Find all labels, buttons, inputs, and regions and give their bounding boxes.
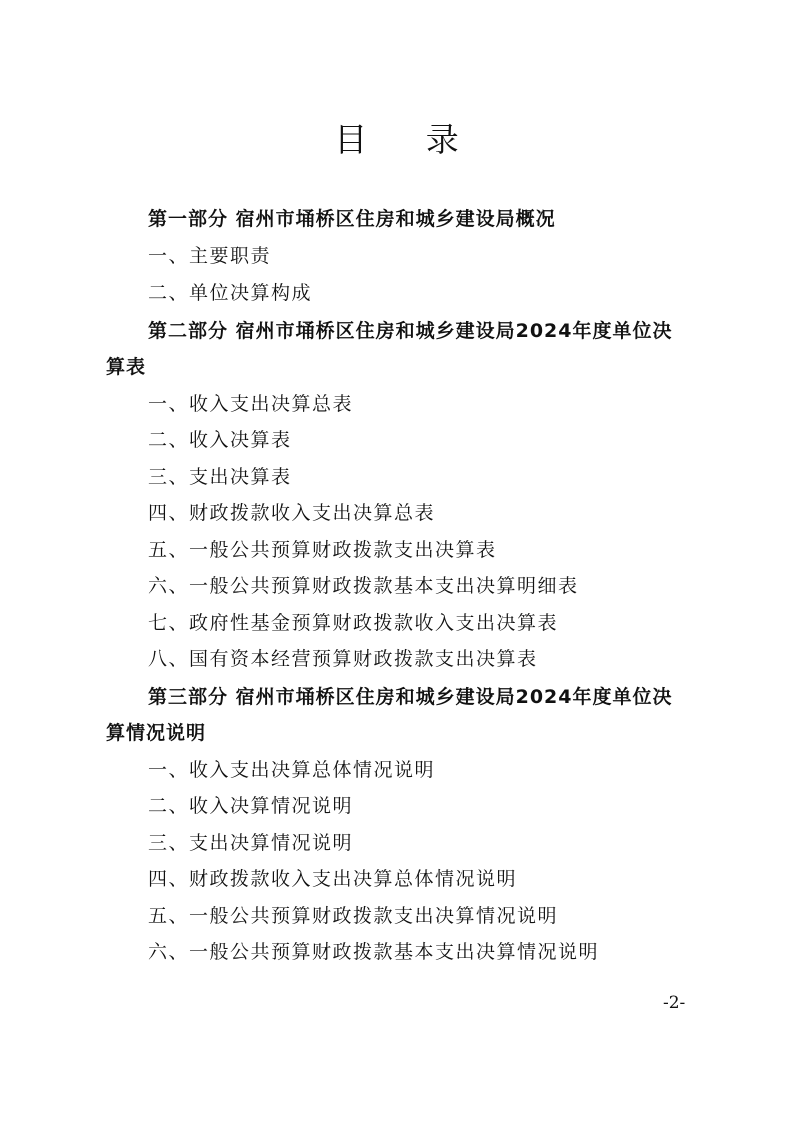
part2-item-7: 七、政府性基金预算财政拨款收入支出决算表 [148, 612, 559, 634]
part2-heading-line1: 第二部分 宿州市埇桥区住房和城乡建设局2024年度单位决 [148, 320, 673, 342]
part2-item-1: 一、收入支出决算总表 [148, 393, 354, 415]
part2-item-8: 八、国有资本经营预算财政拨款支出决算表 [148, 648, 538, 670]
part2-item-4: 四、财政拨款收入支出决算总表 [148, 502, 436, 524]
part3-heading-line1: 第三部分 宿州市埇桥区住房和城乡建设局2024年度单位决 [148, 686, 673, 708]
page-title: 目 录 [334, 120, 483, 159]
part1-item-2: 二、单位决算构成 [148, 282, 313, 304]
part3-item-6: 六、一般公共预算财政拨款基本支出决算情况说明 [148, 941, 600, 963]
part3-item-4: 四、财政拨款收入支出决算总体情况说明 [148, 868, 518, 890]
part3-item-1: 一、收入支出决算总体情况说明 [148, 759, 436, 781]
part2-item-3: 三、支出决算表 [148, 466, 292, 488]
part2-item-5: 五、一般公共预算财政拨款支出决算表 [148, 539, 497, 561]
part2-item-6: 六、一般公共预算财政拨款基本支出决算明细表 [148, 575, 579, 597]
part2-heading-line2: 算表 [106, 356, 147, 378]
part3-heading-line2: 算情况说明 [106, 722, 207, 744]
part3-item-5: 五、一般公共预算财政拨款支出决算情况说明 [148, 905, 559, 927]
part3-item-3: 三、支出决算情况说明 [148, 832, 354, 854]
part2-item-2: 二、收入决算表 [148, 429, 292, 451]
part1-heading: 第一部分 宿州市埇桥区住房和城乡建设局概况 [148, 208, 556, 230]
part3-item-2: 二、收入决算情况说明 [148, 795, 354, 817]
page-number: -2- [663, 993, 686, 1013]
part1-item-1: 一、主要职责 [148, 245, 272, 267]
